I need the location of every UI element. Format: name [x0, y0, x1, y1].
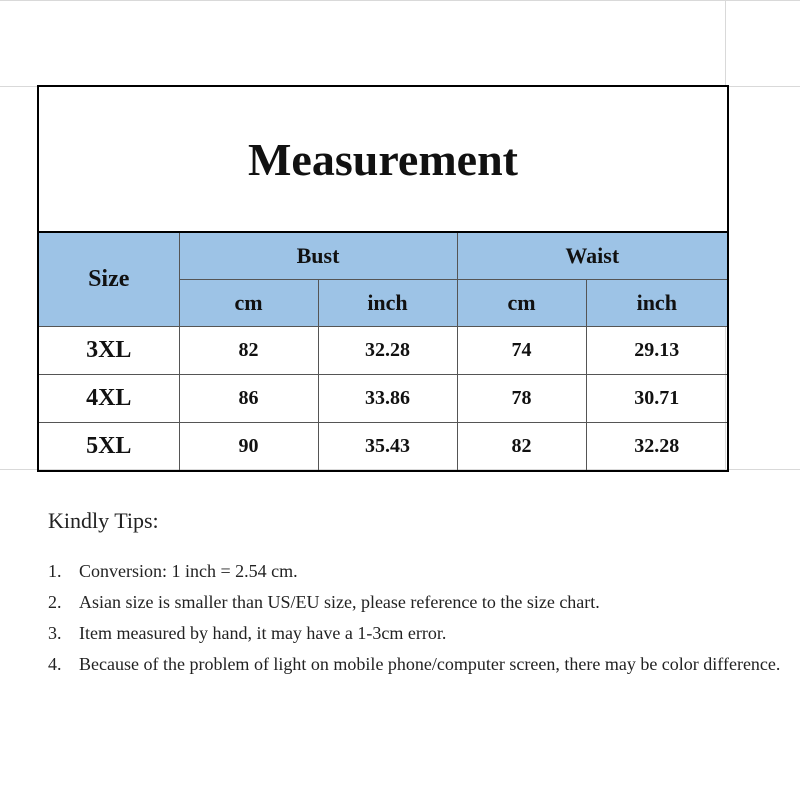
tip-text: Because of the problem of light on mobile phone/computer screen, there may be color difference.: [79, 654, 781, 674]
table-row: [38, 327, 728, 375]
tip-number: 1.: [48, 561, 62, 581]
tip-number: 3.: [48, 623, 62, 643]
tip-number: 2.: [48, 592, 62, 612]
bust-inch-cell: 33.86: [318, 375, 457, 423]
table-row: [38, 423, 728, 472]
waist-cm-header: cm: [457, 280, 586, 327]
bust-cm-header: cm: [179, 280, 318, 327]
waist-cm-cell: 82: [457, 423, 586, 472]
bust-cm-cell: 86: [179, 375, 318, 423]
table-title: Measurement: [38, 86, 728, 232]
bust-cm-cell: 82: [179, 327, 318, 375]
bust-inch-cell: 32.28: [318, 327, 457, 375]
list-item: [48, 556, 788, 587]
size-cell: 3XL: [38, 327, 179, 375]
kindly-tips: [48, 508, 788, 680]
table-row: [38, 375, 728, 423]
waist-cm-cell: 74: [457, 327, 586, 375]
bust-inch-cell: 35.43: [318, 423, 457, 472]
size-header: Size: [38, 232, 179, 327]
waist-cm-cell: 78: [457, 375, 586, 423]
size-cell: 5XL: [38, 423, 179, 472]
bust-cm-cell: 90: [179, 423, 318, 472]
size-chart-table: [37, 85, 729, 472]
tips-title: Kindly Tips:: [48, 508, 159, 533]
waist-inch-header: inch: [586, 280, 728, 327]
tip-text: Asian size is smaller than US/EU size, please reference to the size chart.: [79, 592, 600, 612]
bust-header: Bust: [179, 232, 457, 280]
waist-inch-cell: 32.28: [586, 423, 728, 472]
list-item: [48, 587, 788, 618]
tip-number: 4.: [48, 654, 62, 674]
list-item: [48, 649, 788, 680]
gridline: [0, 0, 800, 1]
list-item: [48, 618, 788, 649]
tip-text: Item measured by hand, it may have a 1-3cm error.: [79, 623, 447, 643]
waist-inch-cell: 29.13: [586, 327, 728, 375]
waist-inch-cell: 30.71: [586, 375, 728, 423]
bust-inch-header: inch: [318, 280, 457, 327]
tip-text: Conversion: 1 inch = 2.54 cm.: [79, 561, 298, 581]
size-cell: 4XL: [38, 375, 179, 423]
waist-header: Waist: [457, 232, 728, 280]
